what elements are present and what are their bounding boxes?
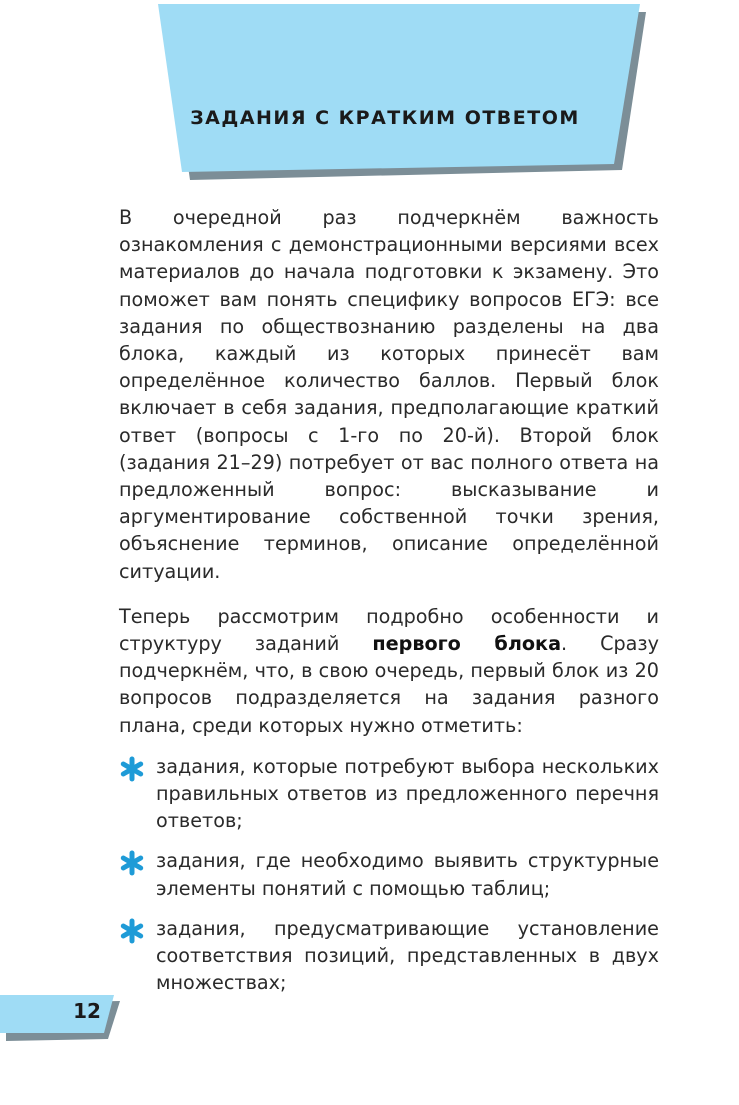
list-item <box>119 753 659 835</box>
banner-shape <box>0 0 739 200</box>
page-title: ЗАДАНИЯ С КРАТКИМ ОТВЕТОМ <box>190 107 580 129</box>
task-type-list <box>119 753 659 997</box>
list-item <box>119 915 659 997</box>
page-number: 12 <box>73 999 101 1023</box>
list-item <box>119 847 659 901</box>
intro-paragraph: В очередной раз подчеркнём важность ознакомления с демонстрационными версиями всех материалов до начала подготовки к экзамену. Это поможет вам понять специфику вопросов ЕГЭ: все задания по обществознанию разделены на два блока, каждый из которых принесёт вам определённое количество баллов. Первый блок включает в себя задания, предполагающие краткий ответ (вопросы с 1-го по 20-й). Второй блок (задания 21–29) потребует от вас полного ответа на предложенный вопрос: высказывание и аргументирование собственной точки зрения, объяснение терминов, описание определённой ситуации. <box>119 206 659 583</box>
header-banner <box>0 0 739 200</box>
asterisk-icon <box>119 850 145 876</box>
main-content <box>119 204 659 1009</box>
asterisk-icon <box>119 756 145 782</box>
second-paragraph <box>119 603 659 739</box>
page-number-tab <box>0 995 130 1055</box>
first-block-emphasis: первого блока <box>372 632 562 656</box>
second-paragraph-start: Теперь рассмотрим подробно особенности и структуру заданий <box>119 604 659 656</box>
list-item-text: задания, где необходимо выявить структурные элементы понятий с помощью таблиц; <box>156 849 659 900</box>
second-paragraph-end: . Сразу подчеркнём, что, в свою очередь, первый блок из 20 вопросов подразделяется на задания разного плана, среди которых нужно отметить: <box>119 632 659 737</box>
asterisk-icon <box>119 918 145 944</box>
list-item-text: задания, предусматривающие установление соответствия позиций, представленных в двух множествах; <box>156 916 659 995</box>
list-item-text: задания, которые потребуют выбора нескольких правильных ответов из предложенного перечня ответов; <box>156 754 659 833</box>
